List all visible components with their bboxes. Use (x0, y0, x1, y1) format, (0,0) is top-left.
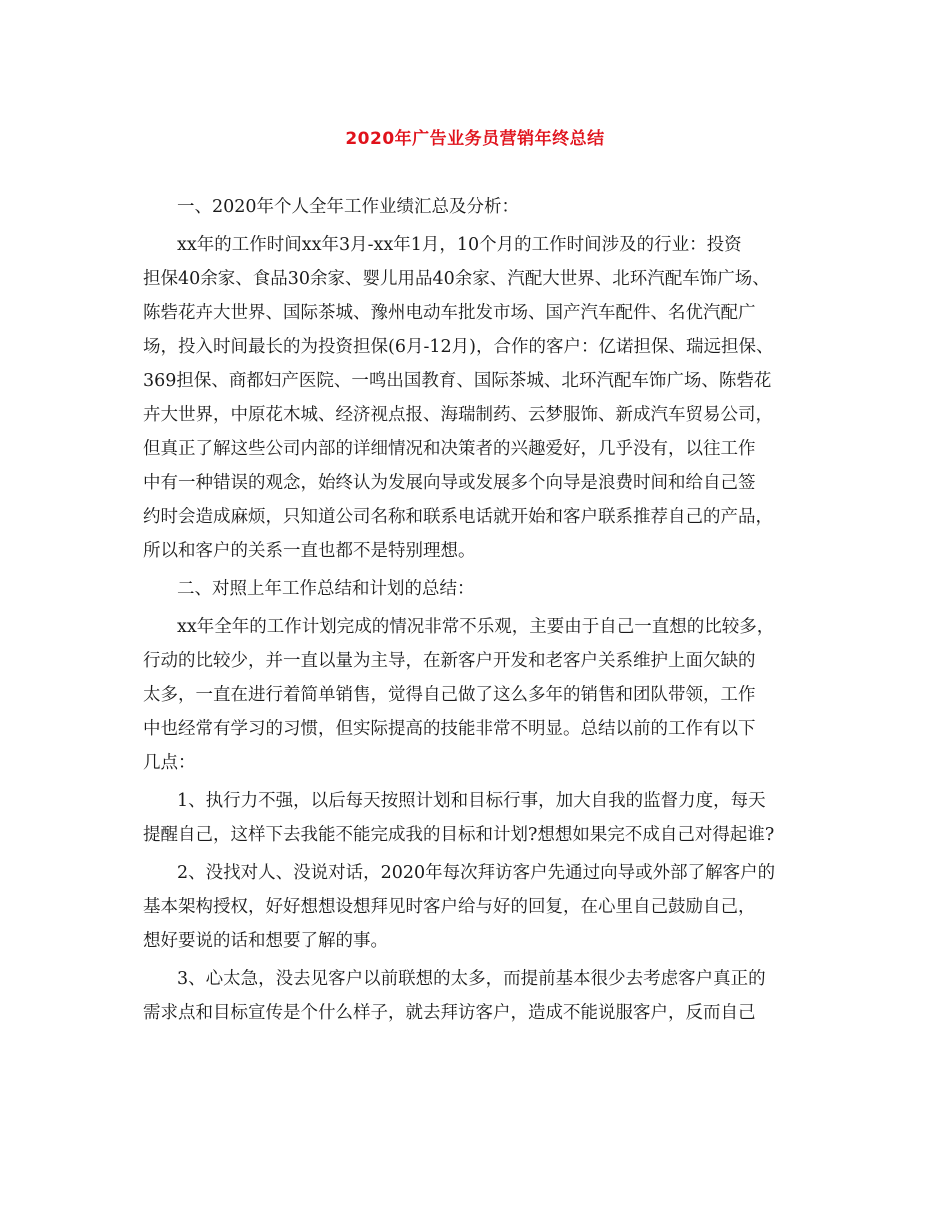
list-item-1: 1、执行力不强，以后每天按照计划和目标行事，加大自我的监督力度，每天 (177, 791, 766, 811)
paragraph-line: 几点： (143, 753, 196, 773)
paragraph-line: 中有一种错误的观念，始终认为发展向导或发展多个向导是浪费时间和给自己签 (143, 473, 756, 493)
paragraph-line: xx年全年的工作计划完成的情况非常不乐观，主要由于自己一直想的比较多， (177, 617, 775, 637)
list-item-3: 3、心太急，没去见客户以前联想的太多，而提前基本很少去考虑客户真正的 (177, 969, 766, 989)
paragraph-line: 约时会造成麻烦，只知道公司名称和联系电话就开始和客户联系推荐自己的产品， (143, 507, 773, 527)
section-heading-2: 二、对照上年工作总结和计划的总结： (177, 579, 475, 599)
paragraph-line: xx年的工作时间xx年3月-xx年1月，10个月的工作时间涉及的行业：投资 (177, 235, 742, 255)
paragraph-line: 担保40余家、食品30余家、婴儿用品40余家、汽配大世界、北环汽配车饰广场、 (143, 269, 770, 289)
paragraph-line: 369担保、商都妇产医院、一鸣出国教育、国际茶城、北环汽配车饰广场、陈砦花 (143, 371, 772, 391)
paragraph-line: 陈砦花卉大世界、国际茶城、豫州电动车批发市场、国产汽车配件、名优汽配广 (143, 303, 756, 323)
paragraph-line: 太多，一直在进行着简单销售，觉得自己做了这么多年的销售和团队带领，工作 (143, 685, 756, 705)
paragraph-line: 提醒自己，这样下去我能不能完成我的目标和计划?想想如果完不成自己对得起谁? (143, 825, 775, 845)
paragraph-line: 但真正了解这些公司内部的详细情况和决策者的兴趣爱好，几乎没有，以往工作 (143, 439, 756, 459)
paragraph-line: 中也经常有学习的习惯，但实际提高的技能非常不明显。总结以前的工作有以下 (143, 719, 756, 739)
paragraph-line: 行动的比较少，并一直以量为主导，在新客户开发和老客户关系维护上面欠缺的 (143, 651, 756, 671)
list-item-2: 2、没找对人、没说对话，2020年每次拜访客户先通过向导或外部了解客户的 (177, 863, 776, 883)
document-title: 2020年广告业务员营销年终总结 (345, 129, 605, 149)
paragraph-line: 基本架构授权，好好想想设想拜见时客户给与好的回复，在心里自己鼓励自己， (143, 897, 756, 917)
paragraph-line: 卉大世界，中原花木城、经济视点报、海瑞制药、云梦服饰、新成汽车贸易公司， (143, 405, 773, 425)
section-heading-1: 一、2020年个人全年工作业绩汇总及分析： (177, 197, 520, 217)
paragraph-line: 场，投入时间最长的为投资担保(6月-12月)，合作的客户：亿诺担保、瑞远担保、 (143, 337, 774, 357)
paragraph-line: 所以和客户的关系一直也都不是特别理想。 (143, 541, 476, 561)
paragraph-line: 想好要说的话和想要了解的事。 (143, 931, 388, 951)
paragraph-line: 需求点和目标宣传是个什么样子，就去拜访客户，造成不能说服客户，反而自己 (143, 1003, 756, 1023)
